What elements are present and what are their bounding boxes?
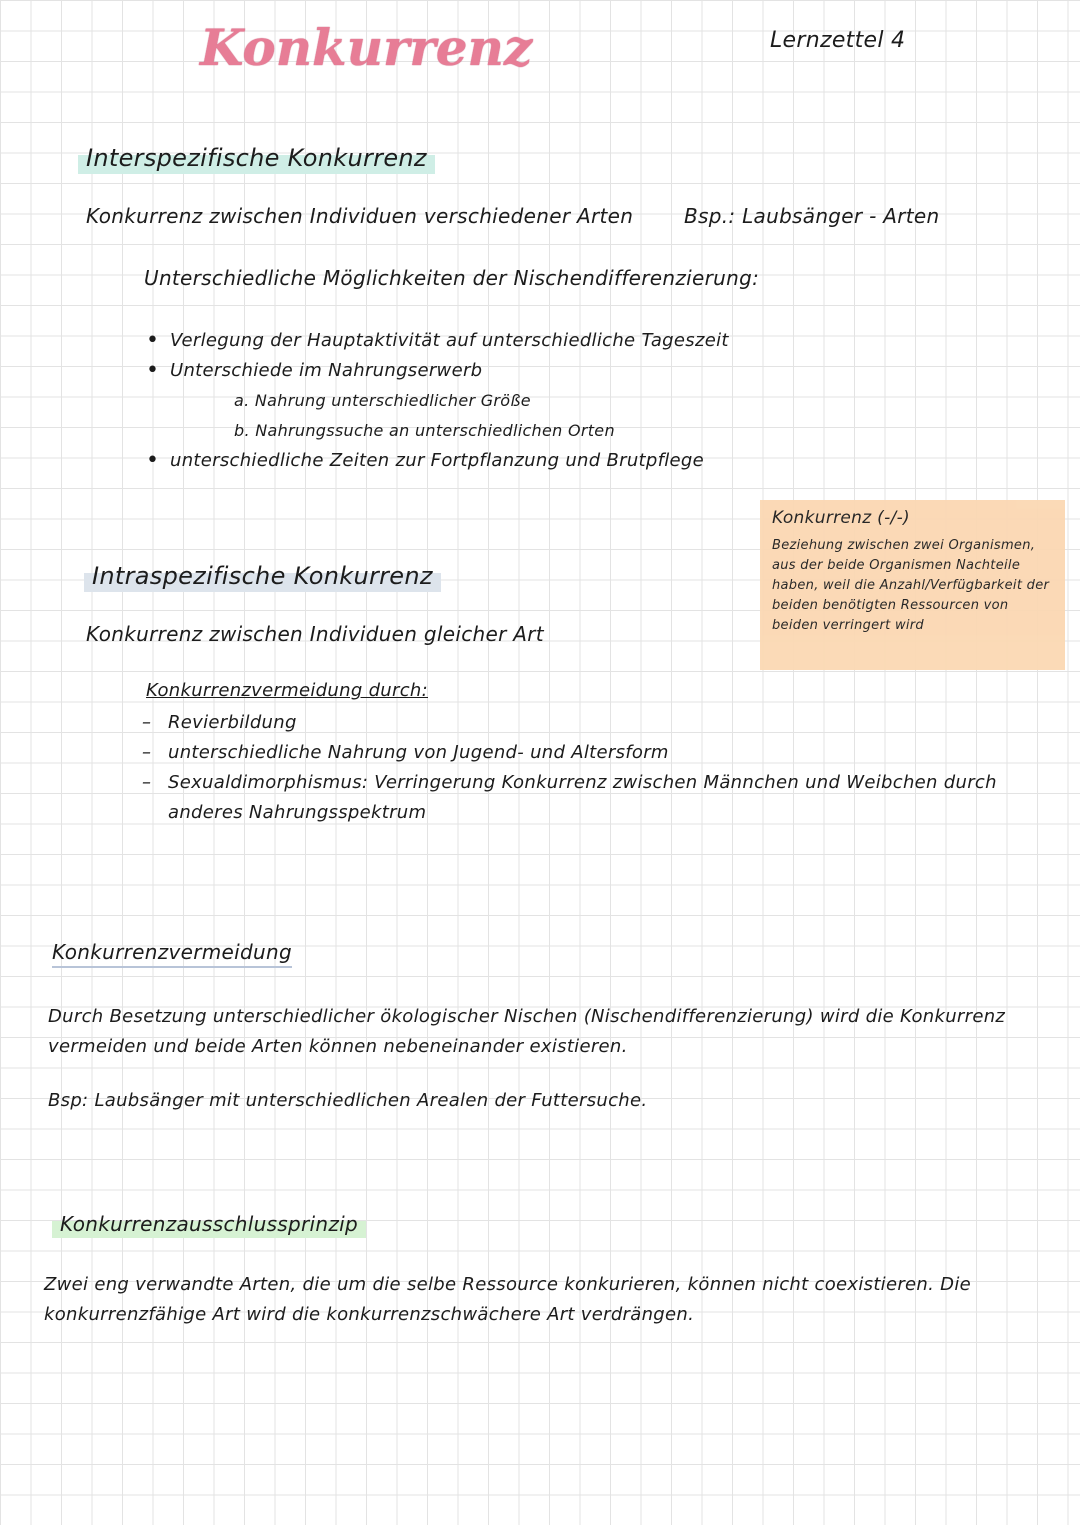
exclusion-text: Zwei eng verwandte Arten, die um die selbe Ressource konkurieren, können nicht coexistieren. Die konkurrenzfähige Art wird die konkurrenzschwächere Art verdrängen. (44, 1274, 972, 1325)
list-subitem: a. Nahrung unterschiedlicher Größe (234, 391, 531, 410)
list-item: • Verlegung der Hauptaktivität auf unterschiedliche Tageszeit (140, 326, 820, 356)
list-item: • unterschiedliche Zeiten zur Fortpflanzung und Brutpflege (140, 446, 820, 476)
intraspecific-definition: Konkurrenz zwischen Individuen gleicher Art (86, 622, 544, 646)
list-subitem: b. Nahrungssuche an unterschiedlichen Orten (234, 421, 615, 440)
sheet-label: Lernzettel 4 (770, 28, 906, 53)
heading-competition-avoidance: Konkurrenzvermeidung (52, 940, 292, 968)
avoidance-subheading: Konkurrenzvermeidung durch: (146, 680, 428, 701)
niche-differentiation-subheading: Unterschiedliche Möglichkeiten der Nischendifferenzierung: (144, 266, 760, 290)
avoidance-list (140, 708, 1060, 828)
list-item: – Revierbildung (140, 708, 1060, 738)
heading-exclusion-principle: Konkurrenzausschlussprinzip (52, 1210, 366, 1238)
page-title: Konkurrenz (200, 18, 533, 77)
list-item: – unterschiedliche Nahrung von Jugend- und Altersform (140, 738, 1060, 768)
interspecific-definition: Konkurrenz zwischen Individuen verschiedener Arten (86, 204, 634, 228)
interspecific-example: Bsp.: Laubsänger - Arten (684, 204, 940, 228)
note-body: Beziehung zwischen zwei Organismen, aus der beide Organismen Nachteile haben, weil die Anzahl/Verfügbarkeit der beiden benötigten Ressourcen von beiden verringert wird (772, 538, 1050, 633)
avoidance-example: Bsp: Laubsänger mit unterschiedlichen Arealen der Futtersuche. (48, 1090, 648, 1111)
list-item: – Sexualdimorphismus: Verringerung Konkurrenz zwischen Männchen und Weibchen durch anderes Nahrungsspektrum (140, 768, 1060, 828)
avoidance-text: Durch Besetzung unterschiedlicher ökologischer Nischen (Nischendifferenzierung) wird die Konkurrenz vermeiden und beide Arten können nebeneinander existieren. (48, 1006, 1006, 1057)
heading-intraspecific: Intraspezifische Konkurrenz (84, 560, 441, 592)
list-item: • Unterschiede im Nahrungserwerb (140, 356, 820, 386)
heading-interspecific: Interspezifische Konkurrenz (78, 142, 435, 174)
niche-list (140, 326, 820, 476)
note-title: Konkurrenz (-/-) (772, 508, 910, 528)
definition-note (760, 500, 1065, 670)
